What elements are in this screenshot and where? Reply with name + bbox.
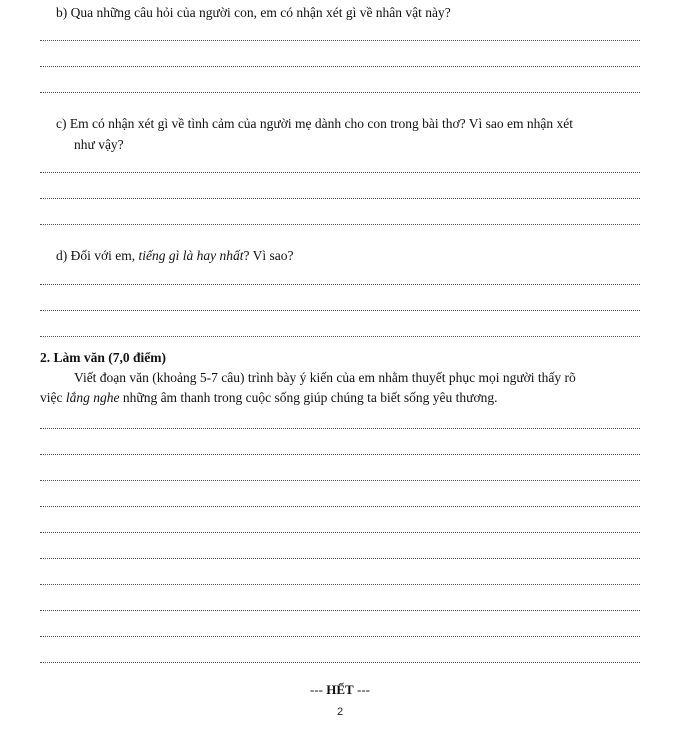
answer-line[interactable] (40, 336, 640, 337)
answer-line[interactable] (40, 40, 640, 41)
section-2-line2-prefix: việc (40, 390, 66, 405)
answer-line[interactable] (40, 172, 640, 173)
essay-line[interactable] (40, 454, 640, 455)
essay-line[interactable] (40, 662, 640, 663)
question-d-text (56, 248, 294, 264)
essay-line[interactable] (40, 636, 640, 637)
question-d-emphasis: tiếng gì là hay nhất (138, 248, 244, 263)
question-d-suffix: ? Vì sao? (243, 248, 294, 263)
essay-line[interactable] (40, 506, 640, 507)
essay-line[interactable] (40, 532, 640, 533)
question-b-text: b) Qua những câu hỏi của người con, em có nhận xét gì về nhân vật này? (56, 5, 451, 20)
end-dashes-right: --- (356, 682, 370, 697)
section-2-line2-suffix: những âm thanh trong cuộc sống giúp chúng ta biết sống yêu thương. (119, 390, 498, 405)
section-2-prompt-line2 (40, 390, 497, 406)
section-2-prompt-line1: Viết đoạn văn (khoảng 5-7 câu) trình bày ý kiến của em nhằm thuyết phục mọi người thấy rõ (74, 370, 576, 385)
essay-line[interactable] (40, 558, 640, 559)
section-2-heading: 2. Làm văn (7,0 điểm) (40, 350, 166, 365)
question-c-line1: c) Em có nhận xét gì về tình cảm của người mẹ dành cho con trong bài thơ? Vì sao em nhận xét (56, 116, 573, 131)
essay-line[interactable] (40, 584, 640, 585)
answer-line[interactable] (40, 224, 640, 225)
essay-line[interactable] (40, 428, 640, 429)
answer-line[interactable] (40, 284, 640, 285)
question-c-line2: như vậy? (74, 137, 124, 152)
essay-line[interactable] (40, 610, 640, 611)
end-label: HẾT (326, 682, 354, 697)
question-d-prefix: d) Đối với em, (56, 248, 139, 263)
answer-line[interactable] (40, 92, 640, 93)
section-2-line2-emphasis: lắng nghe (65, 390, 120, 405)
answer-line[interactable] (40, 66, 640, 67)
page-number: 2 (336, 706, 344, 718)
answer-line[interactable] (40, 310, 640, 311)
end-dashes-left: --- (310, 682, 324, 697)
end-marker (0, 682, 680, 698)
essay-line[interactable] (40, 480, 640, 481)
answer-line[interactable] (40, 198, 640, 199)
